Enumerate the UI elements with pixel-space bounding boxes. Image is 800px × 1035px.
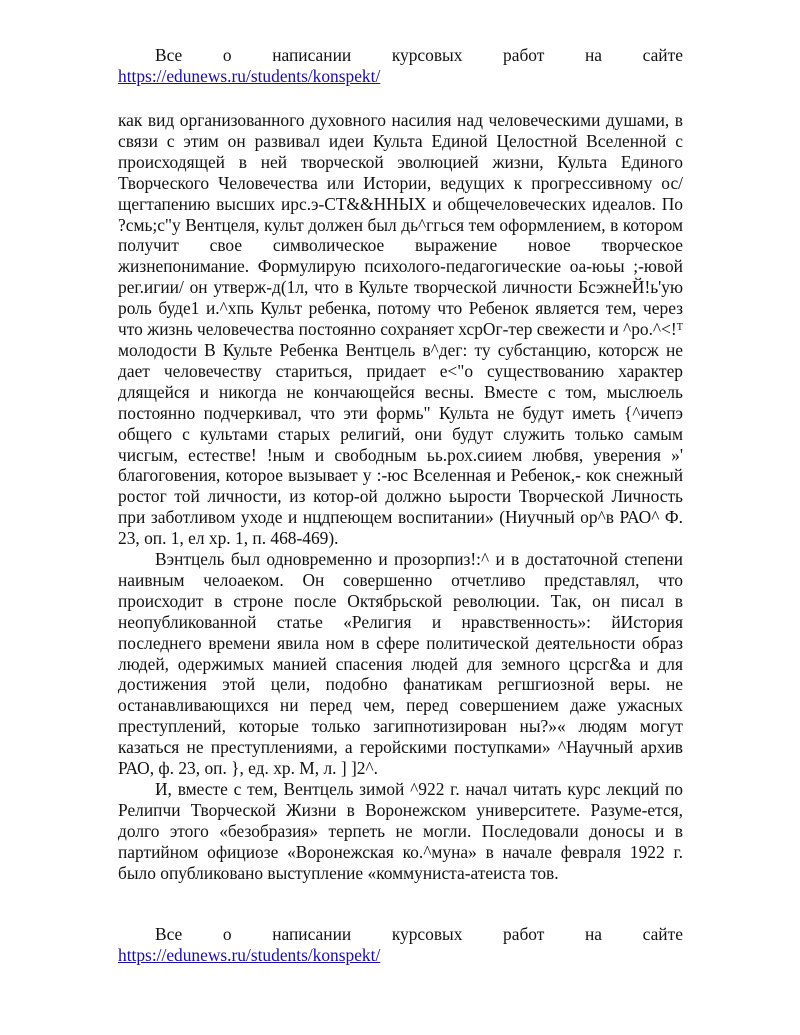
footer-word: на bbox=[585, 924, 603, 944]
header-word: написании bbox=[272, 45, 352, 65]
body-text bbox=[118, 110, 683, 884]
header-word: Все bbox=[155, 45, 183, 65]
header-word: сайте bbox=[642, 45, 683, 65]
header-word: работ bbox=[503, 45, 545, 65]
header-word: курсовых bbox=[391, 45, 463, 65]
footer-banner bbox=[118, 924, 683, 966]
footer-link[interactable]: https://edunews.ru/students/konspekt/ bbox=[118, 945, 381, 965]
paragraph: И, вместе с тем, Вентцель зимой ^922 г. начал читать курс лекций по Релипчи Творческой Жизни в Воронежском университете. Разуме-ется, долго этого «безобразия» терпеть не могли. Последовали доносы и в партийном официозе «Воронежская ко.^муна» в начале февраля 1922 г. было опубликовано выступление «коммуниста-атеиста тов. bbox=[118, 779, 683, 883]
paragraph: Вэнтцель был одновременно и прозорпиз!:^ и в достаточной степени наивным челоаеком. Он совершенно отчетливо представлял, что происходит в строне после Октябрьской революции. Так, он писал в неопубликованной статье «Религия и нравственность»: йИстория последнего времени явила ном в сфере политической деятельности образ людей, одержимых манией спасения людей для земного цсрсг&а и для достижения этой цели, подобно фанатикам регшгиозной веры. не останавливающихся ни перед чем, перед совершением даже ужасных преступлений, которые только загипнотизирован ны?»« людям могут казаться не преступлениями, а геройскими поступками» ^Научный архив РАО, ф. 23, оп. }, ед. хр. М, л. ] ]2^. bbox=[118, 549, 683, 779]
footer-word: курсовых bbox=[391, 924, 463, 944]
header-word: на bbox=[585, 45, 603, 65]
footer-word: о bbox=[222, 924, 232, 944]
footer-text bbox=[118, 924, 683, 945]
header-text bbox=[118, 45, 683, 66]
footer-word: работ bbox=[503, 924, 545, 944]
footer-word: сайте bbox=[642, 924, 683, 944]
paragraph: как вид организованного духовного насилия над человеческими душами, в связи с этим он развивал идеи Культа Единой Целостной Вселенной с происходящей в ней творческой эволюцией жизни, Культа Единого Творческого Человечества или Истории, ведущих к прогрессивному ос/щегтапению высших ирс.э-СТ&&ННЫХ и общечеловеческих идеалов. По ?смь;с"у Вентцеля, культ должен был дь^ггься тем оформлением, в котором получит свое символическое выражение новое творческое жизнепонимание. Формулирую психолого-педагогические оа-юьы ;-ювой рег.игии/ он утверж-д(1л, что в Культе творческой личности БсэжнеЙ!ь'ую роль буде1 и.^хпь Культ ребенка, потому что Ребенок является тем, через что жизнь человечества постоянно сохраняет хсрОг-тер свежести и ^ро.^<!ᵀ молодости В Культе Ребенка Вентцель в^дег: ту субстанцию, которсж не дает человечеству стариться, придает е<"о существованию характер длящейся и никогда не кончающейся весны. Вместе с том, мыслюель постоянно подчеркивал, что эти формь" Культа не будут иметь {^ичепэ общего с культами старых религий, они будут служить только самым чисгым, естестве! !ным и свободным ьь.рох.сиием любвя, уверения »' благоговения, которое вызывает у :-юс Вселенная и Ребенок,- кок снежный ростог той личности, из котор-ой должно ьырости Творческой Личность при заботливом уходе и нцдпеющем воспитании» (Ниучный ор^в РАО^ Ф. 23, оп. 1, ел хр. 1, п. 468-469). bbox=[118, 110, 683, 549]
header-banner bbox=[118, 45, 683, 87]
footer-word: Все bbox=[155, 924, 183, 944]
header-link[interactable]: https://edunews.ru/students/konspekt/ bbox=[118, 66, 381, 86]
header-word: о bbox=[222, 45, 232, 65]
footer-word: написании bbox=[272, 924, 352, 944]
